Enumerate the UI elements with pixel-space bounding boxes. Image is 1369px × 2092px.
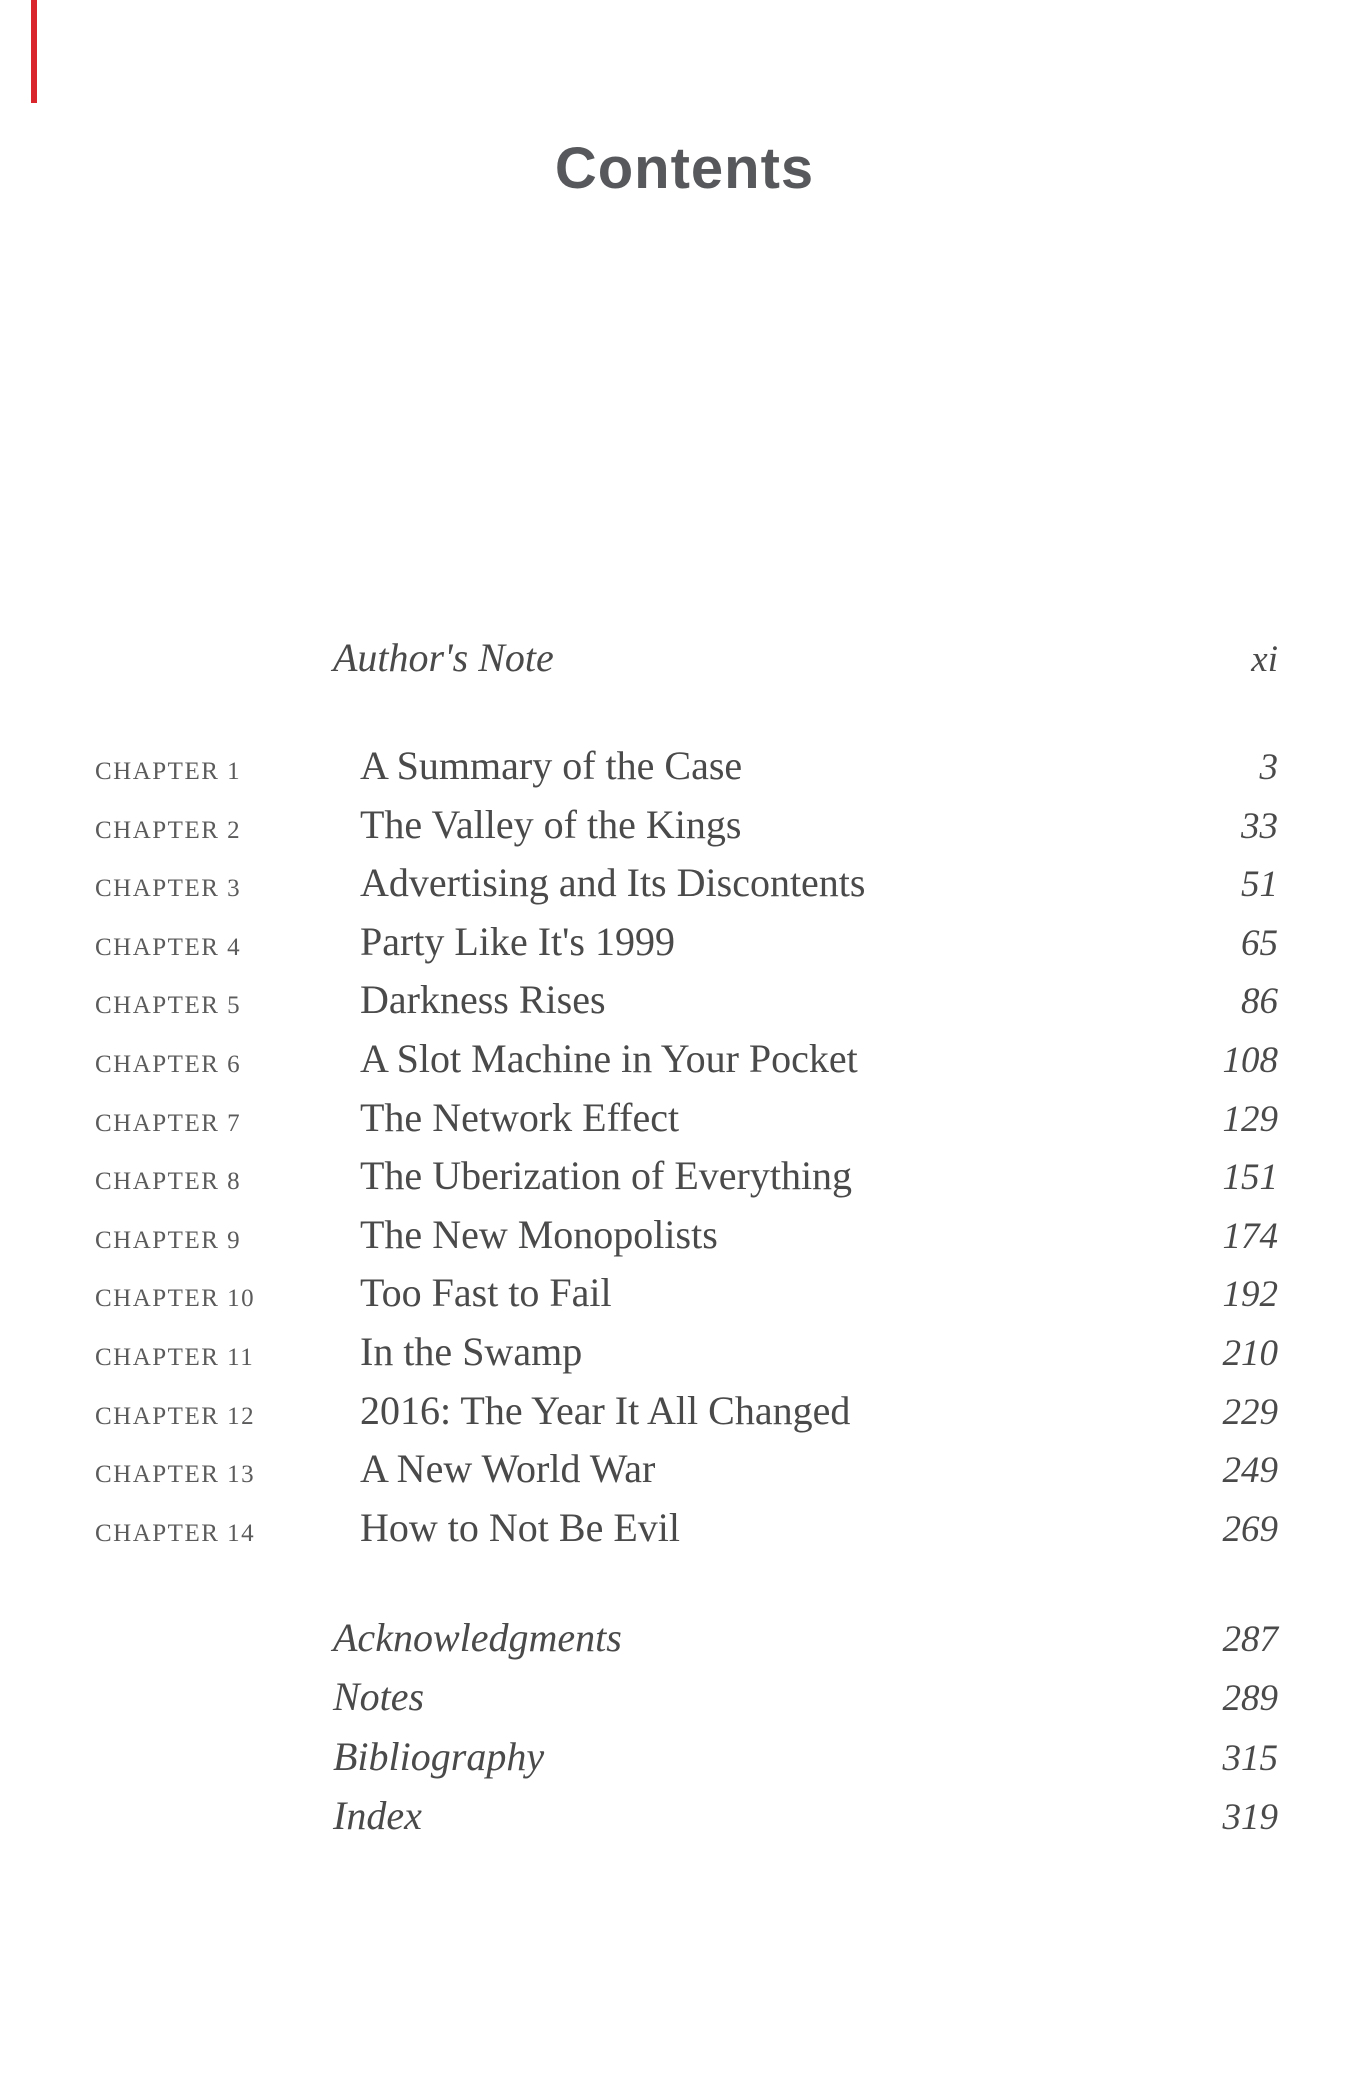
chapter-label: CHAPTER 11 — [95, 1343, 255, 1371]
chapter-title: Too Fast to Fail — [360, 1270, 612, 1316]
chapter-label: CHAPTER 13 — [95, 1461, 256, 1489]
toc-row — [95, 859, 1278, 918]
chapter-label: CHAPTER 3 — [95, 875, 242, 903]
section-title: Bibliography — [333, 1733, 545, 1779]
toc-row — [95, 1792, 1278, 1851]
toc-row — [95, 1387, 1278, 1446]
page-number: 287 — [1222, 1619, 1278, 1660]
chapter-label: CHAPTER 4 — [95, 933, 242, 961]
chapter-label: CHAPTER 12 — [95, 1402, 256, 1430]
toc-row — [95, 1094, 1278, 1153]
toc-row — [95, 801, 1278, 860]
chapter-title: In the Swamp — [360, 1328, 583, 1374]
red-pen-mark — [31, 0, 37, 103]
toc-row — [95, 742, 1278, 801]
toc-row — [95, 918, 1278, 977]
page-number: 51 — [1241, 864, 1278, 906]
toc-row — [95, 1035, 1278, 1094]
chapter-title: The Valley of the Kings — [360, 801, 742, 847]
chapter-label: CHAPTER 8 — [95, 1168, 242, 1196]
chapter-list — [95, 742, 1278, 1562]
page-number: 33 — [1241, 805, 1278, 847]
toc-row — [95, 1152, 1278, 1211]
toc-row — [95, 1504, 1278, 1563]
section-title: Index — [333, 1792, 422, 1838]
chapter-label: CHAPTER 10 — [95, 1285, 256, 1313]
chapter-label: CHAPTER 5 — [95, 992, 242, 1020]
chapter-label: CHAPTER 1 — [95, 758, 242, 785]
chapter-label: CHAPTER 14 — [95, 1519, 256, 1547]
page-number: 269 — [1222, 1508, 1278, 1550]
chapter-label: CHAPTER 7 — [95, 1109, 242, 1137]
toc-row — [95, 1445, 1278, 1504]
section-title: Author's Note — [333, 635, 554, 680]
page-number: xi — [1251, 639, 1278, 680]
page-number: 315 — [1222, 1737, 1278, 1779]
toc-row — [95, 1269, 1278, 1328]
chapter-label: CHAPTER 9 — [95, 1226, 242, 1254]
page-number: 86 — [1241, 981, 1278, 1023]
toc-row — [95, 1211, 1278, 1270]
back-matter-section — [95, 1614, 1278, 1851]
toc-row — [95, 1673, 1278, 1732]
page-number: 192 — [1222, 1274, 1278, 1316]
page-number: 174 — [1222, 1215, 1278, 1257]
chapter-title: The New Monopolists — [360, 1211, 718, 1257]
front-matter-section — [95, 634, 1278, 694]
chapter-title: A New World War — [360, 1446, 656, 1492]
chapter-label: CHAPTER 2 — [95, 816, 242, 844]
page-title: Contents — [554, 136, 815, 201]
chapter-title: A Slot Machine in Your Pocket — [360, 1035, 858, 1081]
page-number: 65 — [1241, 922, 1278, 964]
page-number: 249 — [1222, 1450, 1278, 1492]
chapter-title: Advertising and Its Discontents — [360, 860, 866, 906]
chapter-title: A Summary of the Case — [360, 743, 743, 788]
chapter-title: The Uberization of Everything — [360, 1153, 853, 1199]
toc-row — [95, 1733, 1278, 1792]
chapter-title: 2016: The Year It All Changed — [360, 1387, 851, 1433]
toc-row — [95, 1614, 1278, 1673]
chapter-title: How to Not Be Evil — [360, 1504, 680, 1550]
chapter-label: CHAPTER 6 — [95, 1050, 242, 1078]
page-number: 129 — [1222, 1098, 1278, 1140]
page-number: 210 — [1222, 1332, 1278, 1374]
chapter-title: Darkness Rises — [360, 977, 606, 1023]
page-number: 151 — [1222, 1157, 1278, 1199]
page-number: 3 — [1259, 747, 1278, 788]
page-number: 319 — [1222, 1796, 1278, 1838]
section-title: Acknowledgments — [333, 1615, 622, 1660]
page-number: 289 — [1222, 1678, 1278, 1720]
chapter-title: The Network Effect — [360, 1094, 680, 1140]
toc-row — [95, 1328, 1278, 1387]
toc-row — [95, 976, 1278, 1035]
section-title: Notes — [333, 1674, 425, 1720]
page-number: 229 — [1222, 1391, 1278, 1433]
chapter-title: Party Like It's 1999 — [360, 918, 675, 964]
toc-row — [95, 634, 1278, 694]
page-number: 108 — [1222, 1039, 1278, 1081]
